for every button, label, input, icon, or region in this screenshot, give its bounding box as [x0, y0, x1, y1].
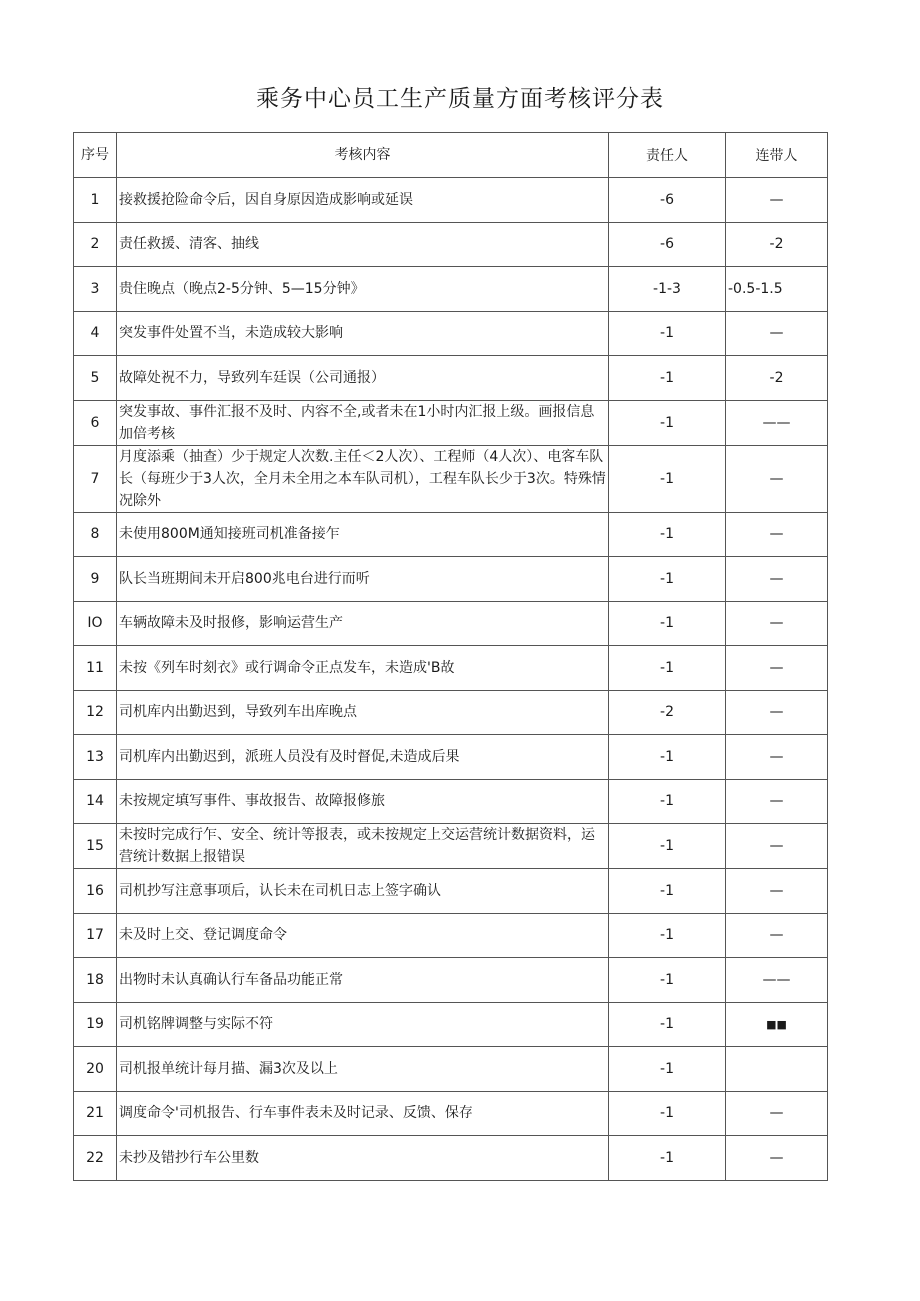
- row-joint-score: —: [726, 445, 828, 512]
- row-no: 4: [74, 311, 117, 356]
- row-responsible-score: -1: [609, 824, 726, 869]
- row-responsible-score: -1: [609, 1091, 726, 1136]
- table-row: [74, 267, 828, 312]
- row-content: 出物时未认真确认行车备品功能正常: [117, 958, 609, 1003]
- row-joint-score: -0.5-1.5: [726, 267, 828, 312]
- row-joint-score: —: [726, 1091, 828, 1136]
- row-joint-score: —: [726, 601, 828, 646]
- row-responsible-score: -1: [609, 601, 726, 646]
- row-no: 7: [74, 445, 117, 512]
- table-row: [74, 1002, 828, 1047]
- table-row: [74, 445, 828, 512]
- table-header-row: [74, 133, 828, 178]
- row-no: 21: [74, 1091, 117, 1136]
- row-responsible-score: -1: [609, 311, 726, 356]
- row-responsible-score: -1: [609, 1047, 726, 1092]
- row-no: 12: [74, 690, 117, 735]
- row-no: 9: [74, 557, 117, 602]
- row-joint-score: —: [726, 779, 828, 824]
- row-content: 故障处祝不力，导致列车廷误（公司通报）: [117, 356, 609, 401]
- row-responsible-score: -1: [609, 646, 726, 691]
- row-responsible-score: -1: [609, 913, 726, 958]
- table-row: [74, 779, 828, 824]
- row-responsible-score: -1: [609, 356, 726, 401]
- row-no: 14: [74, 779, 117, 824]
- table-row: [74, 311, 828, 356]
- row-no: 19: [74, 1002, 117, 1047]
- row-responsible-score: -1: [609, 779, 726, 824]
- row-no: 20: [74, 1047, 117, 1092]
- row-no: 22: [74, 1136, 117, 1181]
- table-row: [74, 601, 828, 646]
- row-content: 未及时上交、登记调度命令: [117, 913, 609, 958]
- row-joint-score: —: [726, 824, 828, 869]
- row-content: 未使用800M通知接班司机准备接乍: [117, 512, 609, 557]
- row-no: IO: [74, 601, 117, 646]
- table-row: [74, 735, 828, 780]
- row-joint-score: -2: [726, 222, 828, 267]
- assessment-score-table: [73, 132, 828, 1181]
- row-joint-score: —: [726, 1136, 828, 1181]
- header-joint: 连带人: [726, 133, 828, 178]
- row-responsible-score: -1-3: [609, 267, 726, 312]
- row-joint-score: ■■: [726, 1002, 828, 1047]
- row-responsible-score: -1: [609, 1002, 726, 1047]
- row-content: 月度添乘（抽查）少于规定人次数.主任＜2人次）、工程师（4人次）、电客车队长（每班少于3人次，全月未全用之本车队司机），工程车队长少于3次。特殊情况除外: [117, 445, 609, 512]
- row-no: 8: [74, 512, 117, 557]
- row-joint-score: —: [726, 557, 828, 602]
- table-row: [74, 913, 828, 958]
- row-responsible-score: -1: [609, 400, 726, 445]
- row-content: 司机抄写注意事项后，认长未在司机日志上签字确认: [117, 869, 609, 914]
- table-row: [74, 869, 828, 914]
- table-row: [74, 222, 828, 267]
- table-row: [74, 1091, 828, 1136]
- row-content: 调度命令'司机报告、行车事件表未及时记录、反馈、保存: [117, 1091, 609, 1136]
- row-responsible-score: -1: [609, 1136, 726, 1181]
- row-content: 未抄及错抄行车公里数: [117, 1136, 609, 1181]
- row-joint-score: —: [726, 646, 828, 691]
- row-content: 贵住晚点（晚点2-5分钟、5—15分钟》: [117, 267, 609, 312]
- table-row: [74, 1136, 828, 1181]
- row-responsible-score: -1: [609, 735, 726, 780]
- table-row: [74, 178, 828, 223]
- table-row: [74, 824, 828, 869]
- row-no: 3: [74, 267, 117, 312]
- row-no: 11: [74, 646, 117, 691]
- table-row: [74, 557, 828, 602]
- row-content: 队长当班期间未开启800兆电台进行而听: [117, 557, 609, 602]
- row-responsible-score: -1: [609, 445, 726, 512]
- row-joint-score: ——: [726, 400, 828, 445]
- row-joint-score: —: [726, 512, 828, 557]
- row-content: 突发事故、事件汇报不及时、内容不全,或者未在1小时内汇报上级。画报信息加倍考核: [117, 400, 609, 445]
- row-no: 13: [74, 735, 117, 780]
- table-row: [74, 646, 828, 691]
- table-row: [74, 356, 828, 401]
- row-responsible-score: -6: [609, 178, 726, 223]
- row-no: 5: [74, 356, 117, 401]
- table-row: [74, 400, 828, 445]
- row-content: 未按《列车时刻衣》或行调命令正点发车，未造成'B故: [117, 646, 609, 691]
- row-no: 1: [74, 178, 117, 223]
- row-responsible-score: -1: [609, 958, 726, 1003]
- row-content: 未按规定填写事件、事故报告、故障报修旅: [117, 779, 609, 824]
- row-responsible-score: -1: [609, 512, 726, 557]
- row-content: 责任救援、清客、抽线: [117, 222, 609, 267]
- row-responsible-score: -2: [609, 690, 726, 735]
- row-content: 司机报单统计每月描、漏3次及以上: [117, 1047, 609, 1092]
- row-content: 车辆故障未及时报修，影响运营生产: [117, 601, 609, 646]
- row-no: 15: [74, 824, 117, 869]
- row-joint-score: —: [726, 913, 828, 958]
- row-responsible-score: -1: [609, 869, 726, 914]
- row-no: 16: [74, 869, 117, 914]
- row-no: 17: [74, 913, 117, 958]
- row-content: 突发事件处置不当，未造成较大影响: [117, 311, 609, 356]
- row-responsible-score: -6: [609, 222, 726, 267]
- header-content: 考核内容: [117, 133, 609, 178]
- row-content: 司机库内出勤迟到，导致列车出库晚点: [117, 690, 609, 735]
- row-content: 司机库内出勤迟到，派班人员没有及时督促,未造成后果: [117, 735, 609, 780]
- row-no: 2: [74, 222, 117, 267]
- row-joint-score: —: [726, 178, 828, 223]
- row-no: 6: [74, 400, 117, 445]
- table-row: [74, 512, 828, 557]
- row-no: 18: [74, 958, 117, 1003]
- table-row: [74, 958, 828, 1003]
- row-joint-score: —: [726, 869, 828, 914]
- row-joint-score: —: [726, 735, 828, 780]
- row-content: 接救援抢险命令后，因自身原因造成影响或延误: [117, 178, 609, 223]
- row-joint-score: -2: [726, 356, 828, 401]
- header-responsible: 责任人: [609, 133, 726, 178]
- row-content: 未按时完成行乍、安全、统计等报表，或未按规定上交运营统计数据资料，运营统计数据上报错误: [117, 824, 609, 869]
- row-joint-score: —: [726, 690, 828, 735]
- row-joint-score: [726, 1047, 828, 1092]
- table-row: [74, 690, 828, 735]
- header-no: 序号: [74, 133, 117, 178]
- row-joint-score: —: [726, 311, 828, 356]
- row-content: 司机铭牌调整与实际不符: [117, 1002, 609, 1047]
- document-title: 乘务中心员工生产质量方面考核评分表: [256, 86, 664, 112]
- row-joint-score: ——: [726, 958, 828, 1003]
- table-row: [74, 1047, 828, 1092]
- row-responsible-score: -1: [609, 557, 726, 602]
